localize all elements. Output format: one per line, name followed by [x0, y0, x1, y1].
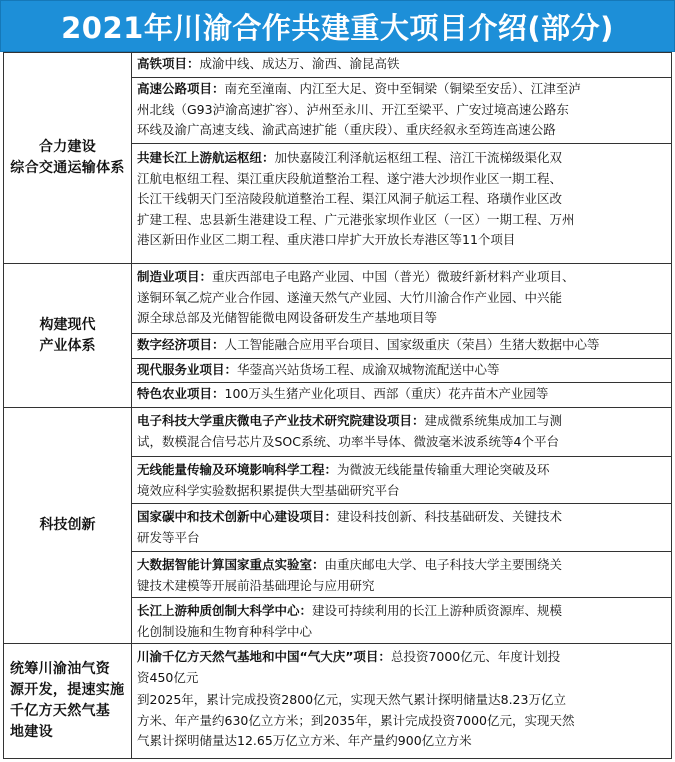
item-text: 江航电枢纽工程、渠江重庆段航道整治工程、遂宁港大沙坝作业区一期工程、	[137, 170, 563, 186]
projects-table	[3, 52, 672, 759]
item-label: 高铁项目：	[137, 56, 200, 71]
category-line: 合力建设	[38, 139, 97, 155]
item-text: 100万头生猪产业化项目、西部（重庆）花卉苗木产业园等	[224, 386, 549, 401]
item-label: 长江上游种质创制大科学中心：	[137, 603, 313, 618]
item-text: 为微波无线能量传输重大理论突破及环	[337, 462, 550, 477]
item-carbon-neutral-center	[132, 504, 671, 552]
item-big-data-lab	[132, 552, 671, 598]
item-text: 由重庆邮电大学、电子科技大学主要围绕关	[324, 557, 563, 572]
item-text: 重庆西部电子电路产业园、中国（普光）微玻纤新材料产业项目、	[212, 269, 575, 284]
item-gas-base	[132, 644, 671, 688]
item-text: 南充至潼南、内江至大足、资中至铜梁（铜梁至安岳）、江津至泸	[224, 81, 581, 96]
item-digital-economy	[132, 334, 671, 359]
item-text: 华蓥高兴站货场工程、成渝双城物流配送中心等	[237, 362, 500, 377]
item-expressway	[132, 78, 671, 144]
category-cell	[4, 408, 132, 643]
item-text: 建设科技创新、科技基础研发、关键技术	[337, 509, 563, 524]
item-text: 总投资7000亿元、年度计划投	[390, 649, 561, 664]
item-text: 建设可持续利用的长江上游种质资源库、规模	[312, 603, 563, 618]
item-text: 加快嘉陵江利泽航运枢纽工程、涪江干流梯级渠化双	[274, 150, 563, 165]
item-text: 资450亿元	[137, 669, 199, 685]
item-text: 州北线（G93泸渝高速扩容）、泸州至永川、开江至梁平、广安过境高速公路东	[137, 101, 569, 117]
item-label: 电子科技大学重庆微电子产业技术研究院建设项目：	[137, 413, 425, 428]
category-line: 科技创新	[39, 517, 96, 533]
section-industry	[4, 264, 671, 408]
section-natural-gas	[4, 644, 671, 758]
category-cell	[4, 644, 132, 758]
item-text: 研发等平台	[137, 529, 200, 545]
item-label: 川渝千亿方天然气基地和中国“气大庆”项目：	[137, 649, 391, 664]
item-text: 键技术建模等开展前沿基础理论与应用研究	[137, 577, 375, 593]
item-text: 建成微系统集成加工与测	[424, 413, 563, 428]
item-text: 遂铜环氧乙烷产业合作园、遂潼天然气产业园、大竹川渝合作产业园、中兴能	[137, 289, 563, 305]
item-manufacturing	[132, 264, 671, 334]
category-line: 源开发，提速实施	[10, 682, 125, 698]
item-label: 大数据智能计算国家重点实验室：	[137, 557, 325, 572]
item-microelectronics-institute	[132, 408, 671, 457]
section-technology	[4, 408, 671, 644]
item-text: 境效应科学实验数据积累提供大型基础研究平台	[137, 482, 400, 498]
item-label: 制造业项目：	[137, 269, 213, 284]
item-germplasm-center	[132, 598, 671, 644]
item-wireless-energy	[132, 457, 671, 504]
item-label: 特色农业项目：	[137, 386, 225, 401]
category-line: 综合交通运输体系	[10, 160, 125, 176]
title-banner	[0, 0, 675, 52]
section-transport	[4, 53, 671, 264]
item-shipping-hub	[132, 144, 671, 264]
item-label: 无线能量传输及环境影响科学工程：	[137, 462, 338, 477]
item-text: 环线及渝广高速支线、渝武高速扩能（重庆段）、重庆经叙永至筠连高速公路	[137, 122, 556, 137]
item-list	[132, 644, 671, 758]
item-text: 长江干线朝天门至涪陵段航道整治工程、渠江风洞子航运工程、珞璜作业区改	[137, 191, 563, 206]
item-list	[132, 264, 671, 407]
category-cell	[4, 53, 132, 263]
item-text: 成渝中线、成达万、渝西、渝昆高铁	[199, 56, 400, 71]
category-line: 产业体系	[39, 337, 96, 354]
category-line: 构建现代	[39, 316, 96, 333]
item-label: 数字经济项目：	[137, 337, 225, 352]
item-text: 方米、年产量约630亿立方米；到2035年，累计完成投资7000亿元，实现天然	[137, 712, 575, 728]
item-list	[132, 53, 671, 263]
item-text: 源全球总部及光储智能微电网设备研发生产基地项目等	[137, 310, 438, 325]
item-label: 国家碳中和技术创新中心建设项目：	[137, 509, 338, 524]
item-text: 港区新田作业区二期工程、重庆港口岸扩大开放长寿港区等11个项目	[137, 232, 516, 247]
category-line: 千亿方天然气基	[10, 703, 111, 719]
item-label: 高速公路项目：	[137, 81, 225, 96]
item-modern-services	[132, 359, 671, 383]
category-line: 地建设	[10, 724, 53, 740]
item-text: 气累计探明储量达12.65万亿立方米、年产量约900亿立方米	[137, 733, 472, 748]
item-text: 试，数模混合信号芯片及SOC系统、功率半导体、微波毫米波系统等4个平台	[137, 433, 559, 449]
item-high-speed-rail	[132, 53, 671, 78]
item-text: 化创制设施和生物育种科学中心	[137, 623, 313, 639]
item-label: 现代服务业项目：	[137, 362, 238, 377]
item-list	[132, 408, 671, 643]
page-title: 2021年川渝合作共建重大项目介绍(部分)	[61, 10, 614, 45]
item-text: 人工智能融合应用平台项目、国家级重庆（荣昌）生猪大数据中心等	[224, 337, 600, 352]
item-agriculture	[132, 383, 671, 408]
item-gas-targets	[132, 688, 671, 758]
category-line: 统筹川渝油气资	[10, 661, 111, 677]
item-text: 扩建工程、忠县新生港建设工程、广元港张家坝作业区（一区）一期工程、万州	[137, 211, 575, 227]
category-cell	[4, 264, 132, 407]
item-text: 到2025年，累计完成投资2800亿元，实现天然气累计探明储量达8.23万亿立	[137, 692, 566, 707]
item-label: 共建长江上游航运枢纽：	[137, 150, 275, 165]
